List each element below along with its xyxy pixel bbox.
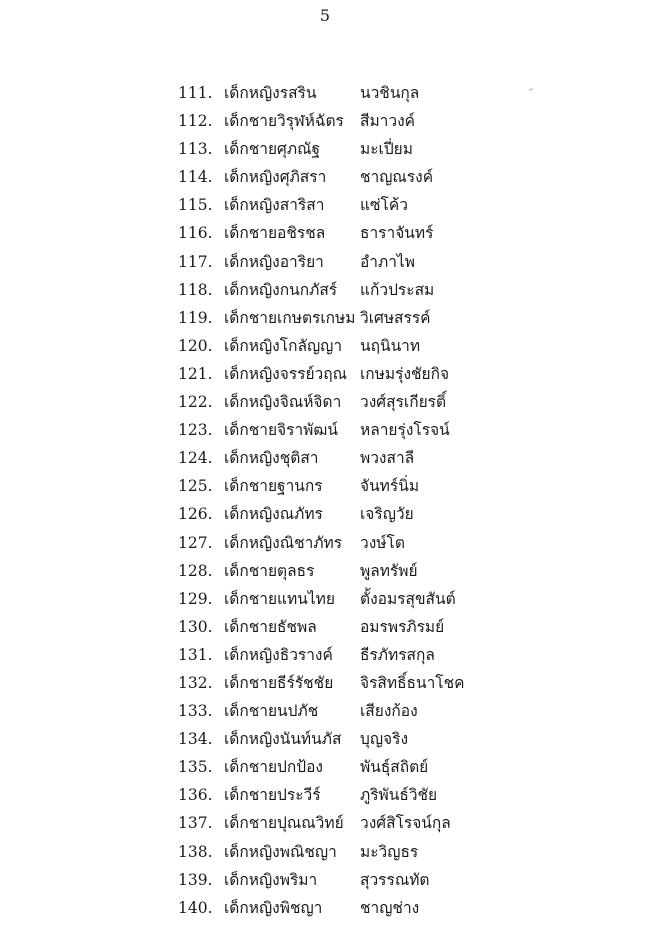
entry-number: 133. bbox=[178, 702, 213, 721]
student-name: เด็กชายฐานกร bbox=[224, 477, 323, 496]
entry-number: 124. bbox=[178, 449, 213, 468]
entry-number: 126. bbox=[178, 505, 213, 524]
student-name: เด็กหญิงจิณห์จิดา bbox=[224, 393, 342, 412]
list-item bbox=[0, 472, 650, 500]
student-surname: อำภาไพ bbox=[360, 252, 415, 271]
student-list bbox=[0, 79, 650, 922]
list-item bbox=[0, 529, 650, 557]
student-name: เด็กหญิงนันท์นภัส bbox=[224, 730, 342, 749]
student-surname: ชาญช่าง bbox=[360, 898, 420, 917]
student-name: เด็กหญิงโกลัญญา bbox=[224, 336, 343, 355]
entry-number: 138. bbox=[178, 842, 213, 861]
entry-number: 137. bbox=[178, 814, 213, 833]
student-surname: นฤนินาท bbox=[360, 336, 421, 355]
student-surname: เกษมรุ่งชัยกิจ bbox=[360, 364, 450, 383]
list-item bbox=[0, 163, 650, 191]
entry-number: 120. bbox=[178, 336, 213, 355]
entry-number: 119. bbox=[178, 308, 213, 327]
list-item bbox=[0, 219, 650, 247]
entry-number: 132. bbox=[178, 673, 213, 692]
student-surname: จิรสิทธิ์ธนาโชค bbox=[360, 673, 465, 692]
list-item bbox=[0, 613, 650, 641]
list-item bbox=[0, 894, 650, 922]
student-surname: สุวรรณทัต bbox=[360, 870, 430, 889]
student-surname: จันทร์นิ่ม bbox=[360, 477, 420, 496]
student-name: เด็กหญิงพริมา bbox=[224, 870, 318, 889]
student-surname: สีมาวงค์ bbox=[360, 112, 416, 131]
entry-number: 122. bbox=[178, 393, 213, 412]
entry-number: 128. bbox=[178, 561, 213, 580]
student-name: เด็กหญิงรสริน bbox=[224, 84, 317, 102]
entry-number: 136. bbox=[178, 786, 213, 805]
list-item bbox=[0, 557, 650, 585]
student-surname: ธาราจันทร์ bbox=[360, 224, 434, 243]
list-item bbox=[0, 697, 650, 725]
student-surname: มะเปี่ยม bbox=[360, 140, 413, 159]
entry-number: 117. bbox=[178, 252, 213, 271]
student-name: เด็กหญิงณิชาภัทร bbox=[224, 533, 343, 552]
student-name: เด็กชายประวีร์ bbox=[224, 786, 321, 805]
list-item bbox=[0, 866, 650, 894]
student-surname: เสียงก้อง bbox=[360, 702, 418, 721]
student-surname: แก้วประสม bbox=[360, 280, 435, 299]
entry-number: 139. bbox=[178, 870, 213, 889]
list-item bbox=[0, 360, 650, 388]
student-surname: วงษ์โต bbox=[360, 533, 405, 552]
student-surname: ภูริพันธ์วิชัย bbox=[360, 786, 438, 805]
student-surname: บุญจริง bbox=[360, 730, 409, 749]
entry-number: 125. bbox=[178, 477, 213, 496]
student-surname: วงศ์สุรเกียรติ์ bbox=[360, 393, 447, 412]
list-item bbox=[0, 725, 650, 753]
student-surname: หลายรุ่งโรจน์ bbox=[360, 421, 450, 440]
student-surname: พวงสาลี bbox=[360, 449, 415, 468]
student-surname: มะวิญธร bbox=[360, 842, 419, 861]
list-item bbox=[0, 79, 650, 107]
list-item bbox=[0, 500, 650, 528]
student-surname: แซ่โค้ว bbox=[360, 196, 408, 215]
list-item bbox=[0, 753, 650, 781]
entry-number: 114. bbox=[178, 168, 213, 187]
student-name: เด็กชายศุภณัฐ bbox=[224, 140, 321, 159]
student-name: เด็กหญิงอาริยา bbox=[224, 252, 324, 271]
student-name: เด็กชายเกษตรเกษม bbox=[224, 308, 356, 327]
student-surname: ชาญณรงค์ bbox=[360, 168, 434, 187]
student-name: เด็กชายวิรุฬห์ฉัตร bbox=[224, 112, 344, 131]
list-item bbox=[0, 781, 650, 809]
student-name: เด็กหญิงชุติสา bbox=[224, 449, 319, 468]
list-item bbox=[0, 416, 650, 444]
student-surname: วิเศษสรรค์ bbox=[360, 308, 431, 327]
student-name: เด็กชายอชิรชล bbox=[224, 224, 326, 243]
list-item bbox=[0, 838, 650, 866]
entry-number: 111. bbox=[178, 84, 213, 102]
entry-number: 134. bbox=[178, 730, 213, 749]
list-item bbox=[0, 388, 650, 416]
entry-number: 127. bbox=[178, 533, 213, 552]
student-surname: พูลทรัพย์ bbox=[360, 561, 418, 580]
student-name: เด็กชายตุลธร bbox=[224, 561, 315, 580]
entry-number: 112. bbox=[178, 112, 213, 131]
entry-number: 123. bbox=[178, 421, 213, 440]
student-name: เด็กหญิงจรรย์วฤณ bbox=[224, 364, 348, 383]
list-item bbox=[0, 135, 650, 163]
student-name: เด็กชายธัชพล bbox=[224, 617, 317, 636]
student-surname: วงศ์สิโรจน์กุล bbox=[360, 814, 451, 833]
entry-number: 130. bbox=[178, 617, 213, 636]
list-item bbox=[0, 276, 650, 304]
student-name: เด็กหญิงกนกภัสร์ bbox=[224, 280, 338, 299]
entry-number: 129. bbox=[178, 589, 213, 608]
student-surname: นวชินกุล bbox=[360, 84, 420, 102]
student-surname: ตั้งอมรสุขสันต์ bbox=[360, 589, 456, 608]
entry-number: 121. bbox=[178, 364, 213, 383]
student-name: เด็กหญิงณภัทร bbox=[224, 505, 323, 524]
list-item bbox=[0, 809, 650, 837]
entry-number: 140. bbox=[178, 898, 213, 917]
student-surname: ธีรภัทรสกุล bbox=[360, 645, 435, 664]
entry-number: 135. bbox=[178, 758, 213, 777]
student-name: เด็กชายปกป้อง bbox=[224, 758, 323, 777]
student-name: เด็กหญิงสาริสา bbox=[224, 196, 325, 215]
list-item bbox=[0, 248, 650, 276]
student-surname: เจริญวัย bbox=[360, 505, 414, 524]
student-name: เด็กหญิงศุภิสรา bbox=[224, 168, 327, 187]
page-number: 5 bbox=[319, 6, 331, 25]
student-name: เด็กหญิงธิวรางค์ bbox=[224, 645, 333, 664]
list-item bbox=[0, 332, 650, 360]
list-item bbox=[0, 444, 650, 472]
list-item bbox=[0, 304, 650, 332]
student-name: เด็กชายแทนไทย bbox=[224, 589, 335, 608]
student-name: เด็กชายจิราพัฒน์ bbox=[224, 421, 338, 440]
entry-number: 115. bbox=[178, 196, 213, 215]
student-name: เด็กชายปุณณวิทย์ bbox=[224, 814, 344, 833]
list-item bbox=[0, 585, 650, 613]
list-item bbox=[0, 107, 650, 135]
list-item bbox=[0, 641, 650, 669]
student-name: เด็กหญิงพิชญา bbox=[224, 898, 323, 917]
entry-number: 113. bbox=[178, 140, 213, 159]
entry-number: 118. bbox=[178, 280, 213, 299]
list-item bbox=[0, 669, 650, 697]
student-name: เด็กหญิงพณิชญา bbox=[224, 842, 337, 861]
student-surname: อมรพรภิรมย์ bbox=[360, 617, 445, 636]
list-item bbox=[0, 191, 650, 219]
student-name: เด็กชายนปภัช bbox=[224, 702, 319, 721]
entry-number: 116. bbox=[178, 224, 213, 243]
entry-number: 131. bbox=[178, 645, 213, 664]
student-name: เด็กชายธีร์รัชชัย bbox=[224, 673, 334, 692]
student-surname: พันธุ์สถิตย์ bbox=[360, 758, 429, 777]
